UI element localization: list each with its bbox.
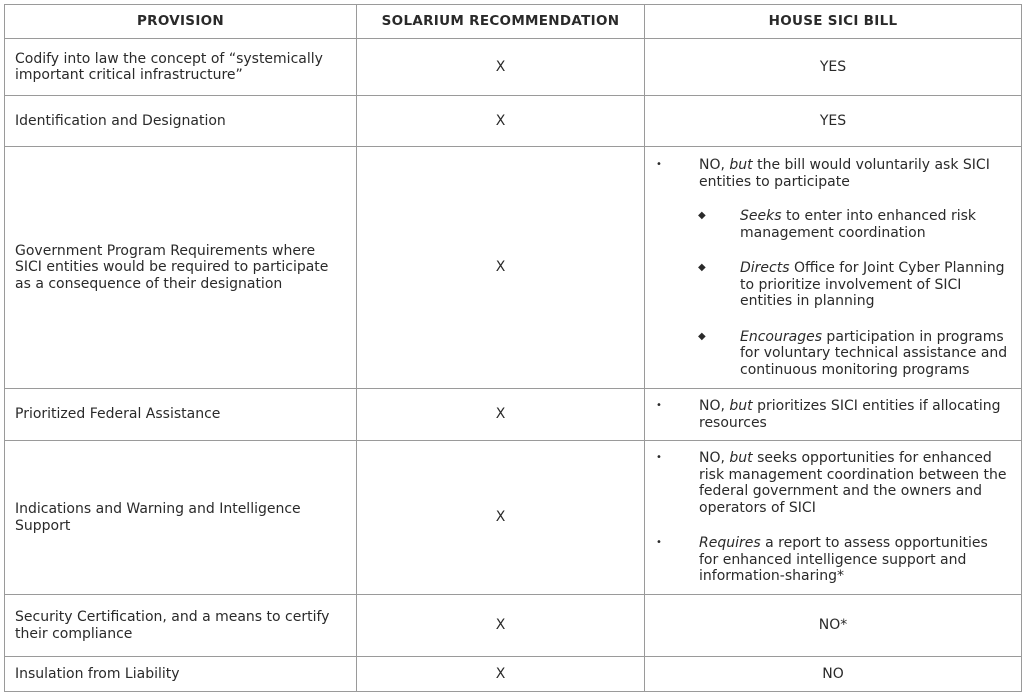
solarium-cell: X <box>357 39 645 96</box>
solarium-cell: X <box>357 147 645 389</box>
provision-cell: Codify into law the concept of “systemically important critical infrastructure” <box>5 39 357 96</box>
house-bill-cell: NO* <box>645 595 1022 657</box>
provision-cell: Identification and Designation <box>5 96 357 147</box>
solarium-cell: X <box>357 595 645 657</box>
provision-cell: Insulation from Liability <box>5 657 357 692</box>
diamond-bullet-icon: ◆ <box>698 210 706 221</box>
solarium-cell: X <box>357 96 645 147</box>
table-row <box>5 389 1022 441</box>
comparison-table <box>4 4 1022 692</box>
house-bill-cell: NO <box>645 657 1022 692</box>
house-bill-cell: YES <box>645 96 1022 147</box>
solarium-cell: X <box>357 389 645 441</box>
provision-cell: Indications and Warning and Intelligence Support <box>5 441 357 595</box>
list-item: • NO, but the bill would voluntarily ask SICI entities to participate <box>656 157 990 190</box>
house-bill-cell <box>645 441 1022 595</box>
sub-list-item: ◆ Directs Office for Joint Cyber Planning to prioritize involvement of SICI entities in planning <box>698 260 1005 309</box>
solarium-header: SOLARIUM RECOMMENDATION <box>357 5 645 39</box>
list-item: • Requires a report to assess opportunities for enhanced intelligence support and information-sharing* <box>656 535 988 585</box>
table-row <box>5 147 1022 389</box>
sub-list-item: ◆ Encourages participation in programs for voluntary technical assistance and continuous monitoring programs <box>698 328 1008 378</box>
house-bill-cell <box>645 389 1022 441</box>
bullet-icon: • <box>656 159 662 170</box>
sub-list-item: ◆ Seeks to enter into enhanced risk management coordination <box>698 208 977 241</box>
house-bill-header: HOUSE SICI BILL <box>645 5 1022 39</box>
solarium-cell: X <box>357 657 645 692</box>
diamond-bullet-icon: ◆ <box>698 330 706 342</box>
bullet-icon: • <box>656 452 662 464</box>
provision-header: PROVISION <box>5 5 357 39</box>
table-row <box>5 595 1022 657</box>
provision-cell: Prioritized Federal Assistance <box>5 389 357 441</box>
list-item: • NO, but prioritizes SICI entities if allocating resources <box>656 398 1001 431</box>
house-bill-cell: YES <box>645 39 1022 96</box>
bullet-icon: • <box>656 400 662 411</box>
bullet-icon: • <box>656 537 662 549</box>
table-row <box>5 96 1022 147</box>
diamond-bullet-icon: ◆ <box>698 262 706 273</box>
solarium-cell: X <box>357 441 645 595</box>
table-row <box>5 441 1022 595</box>
table-row <box>5 39 1022 96</box>
provision-cell: Security Certification, and a means to certify their compliance <box>5 595 357 657</box>
list-item: • NO, but seeks opportunities for enhanced risk management coordination between the federal government and the owners and operators of SICI <box>656 450 1007 516</box>
header-row <box>5 5 1022 39</box>
house-bill-cell <box>645 147 1022 389</box>
provision-cell: Government Program Requirements where SICI entities would be required to participate as a consequence of their designation <box>5 147 357 389</box>
table-row <box>5 657 1022 692</box>
